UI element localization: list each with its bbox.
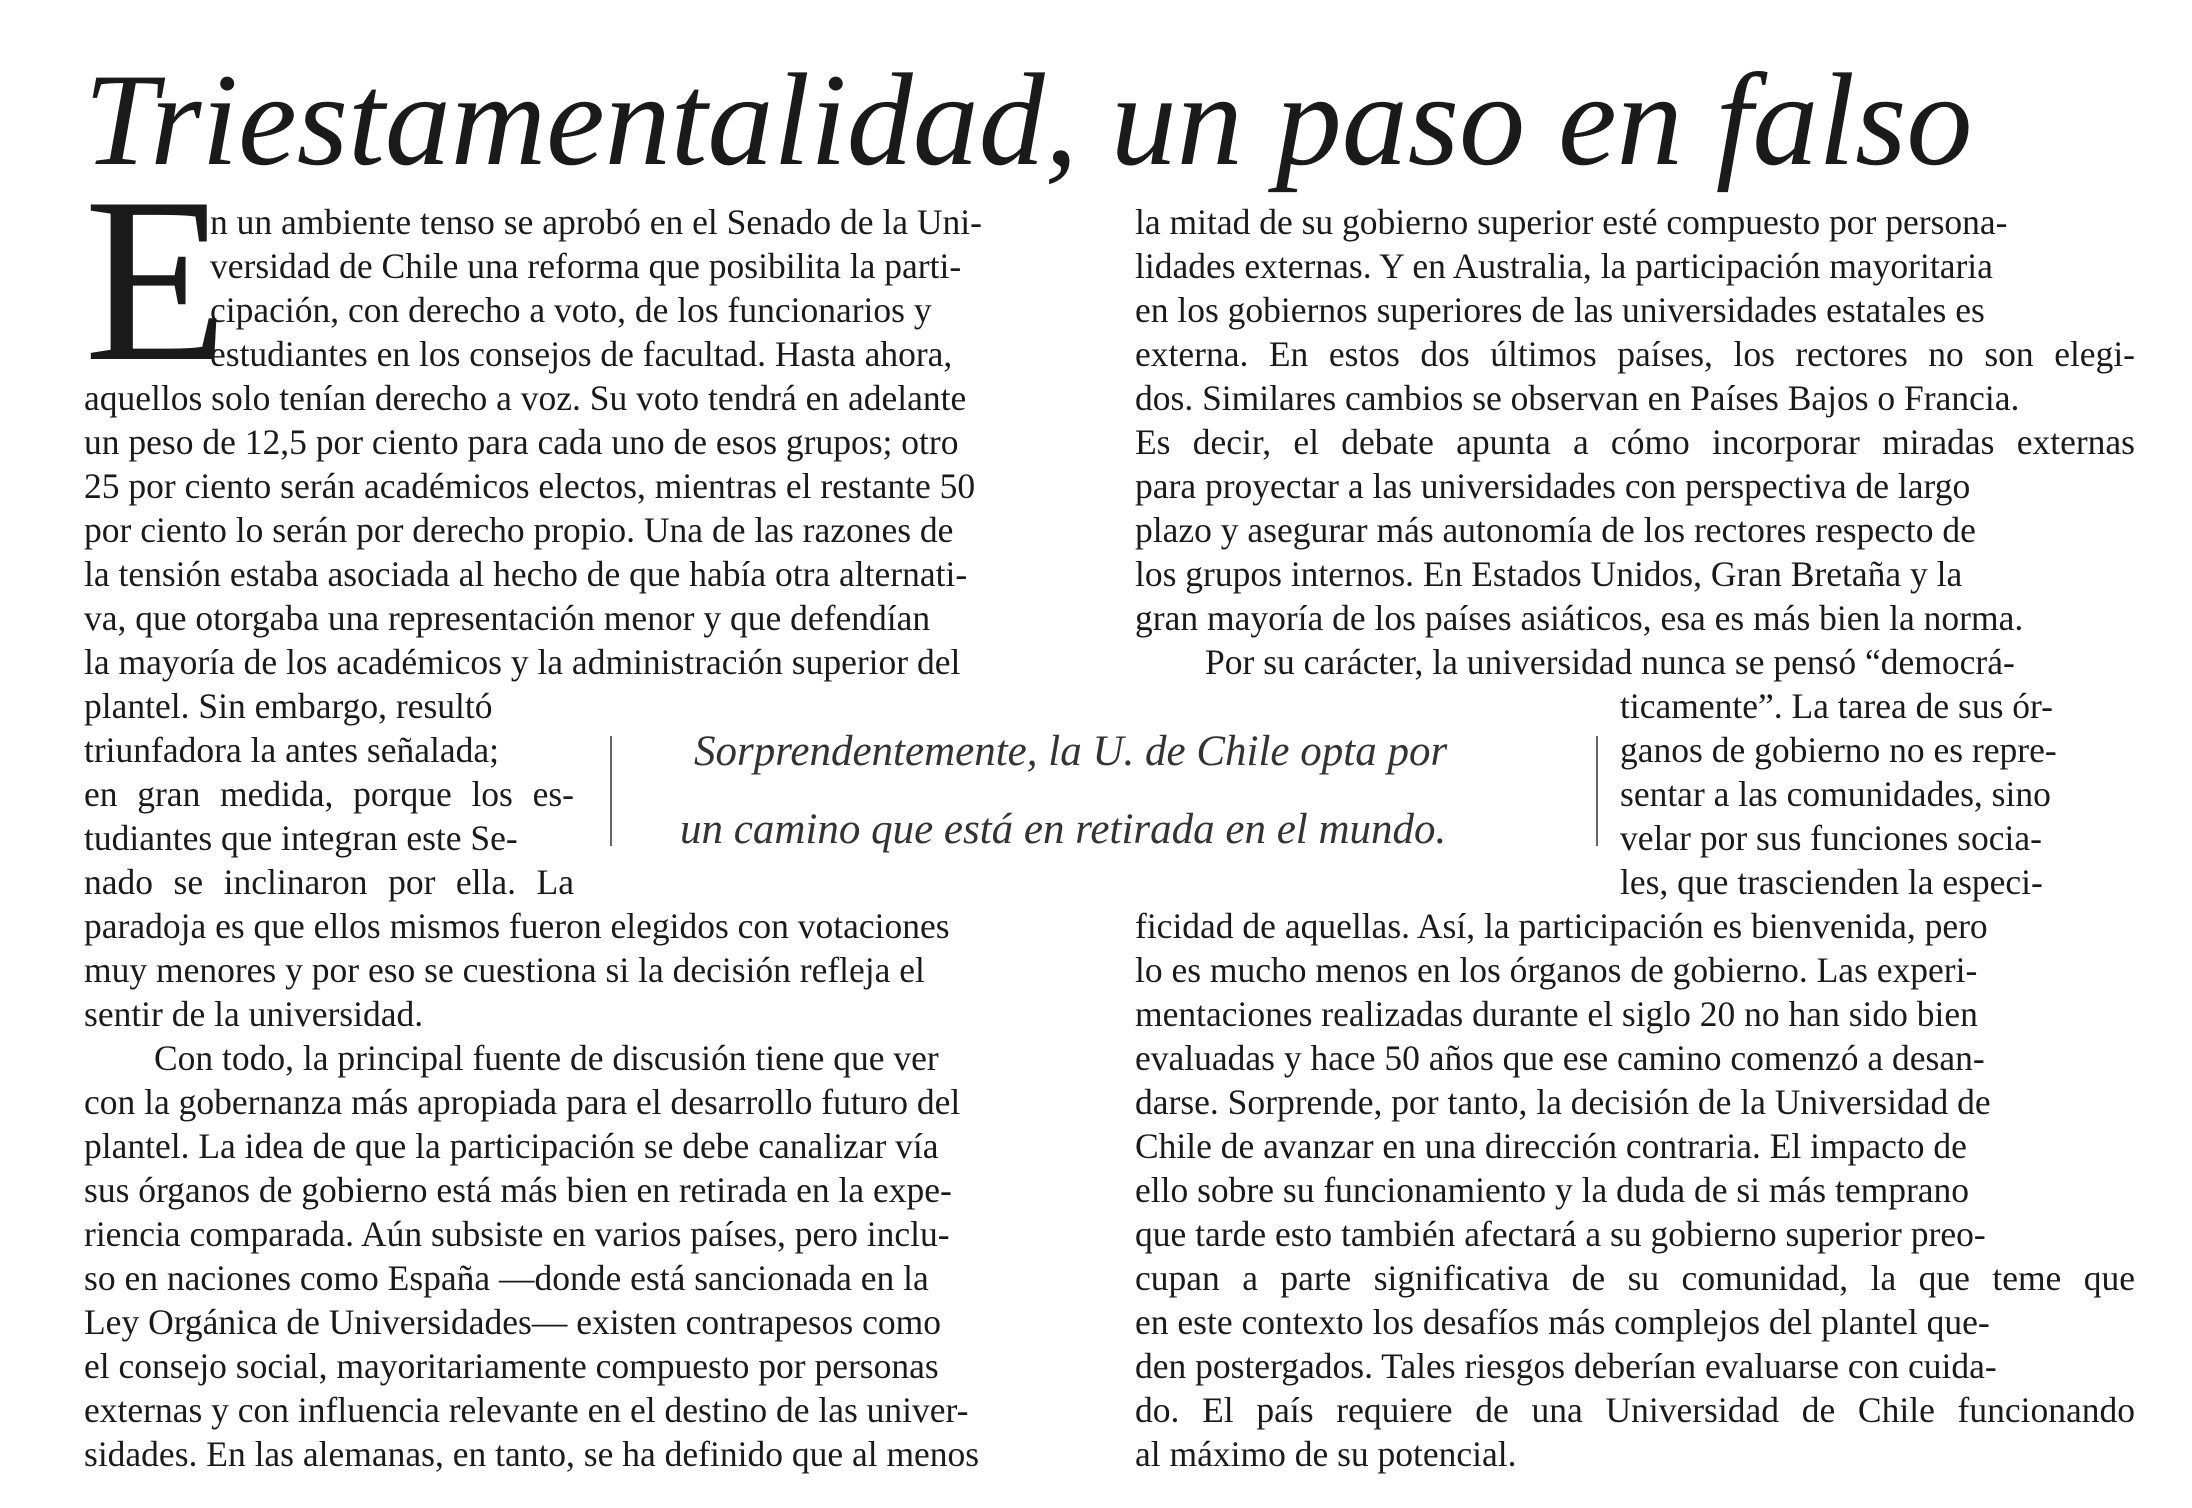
article-line: aquellos solo tenían derecho a voz. Su voto tendrá en adelante	[84, 378, 967, 418]
article-line: dos. Similares cambios se observan en Países Bajos o Francia.	[1135, 378, 2020, 418]
article-line: plantel. La idea de que la participación se debe canalizar vía	[84, 1126, 939, 1166]
article-line: darse. Sorprende, por tanto, la decisión de la Universidad de	[1135, 1082, 1991, 1122]
drop-cap: E	[84, 150, 229, 411]
article-line: ticamente”. La tarea de sus ór-	[1620, 686, 2053, 726]
article-line: para proyectar a las universidades con perspectiva de largo	[1135, 466, 1971, 506]
article-line: versidad de Chile una reforma que posibilita la parti-	[210, 246, 962, 286]
pull-quote-line: un camino que está en retirada en el mundo.	[680, 806, 1447, 853]
article-line: va, que otorgaba una representación menor y que defendían	[84, 598, 931, 638]
article-line: en este contexto los desafíos más complejos del plantel que-	[1135, 1302, 1990, 1342]
article-line: paradoja es que ellos mismos fueron elegidos con votaciones	[84, 906, 950, 946]
article-line: sus órganos de gobierno está más bien en retirada en la expe-	[84, 1170, 952, 1210]
article-title: Triestamentalidad, un paso en falso	[84, 46, 1973, 193]
article-line: ganos de gobierno no es repre-	[1620, 730, 2057, 770]
article-line: por ciento lo serán por derecho propio. Una de las razones de	[84, 510, 954, 550]
article-line: tudiantes que integran este Se-	[84, 818, 518, 858]
article-line: mentaciones realizadas durante el siglo 20 no han sido bien	[1135, 994, 1978, 1034]
article-line: ficidad de aquellas. Así, la participación es bienvenida, pero	[1135, 906, 1988, 946]
article-line: la mitad de su gobierno superior esté compuesto por persona-	[1135, 202, 2008, 242]
article-line: plantel. Sin embargo, resultó	[84, 686, 493, 726]
article-line: los grupos internos. En Estados Unidos, Gran Bretaña y la	[1135, 554, 1963, 594]
pull-quote-right-rule	[1596, 736, 1598, 846]
article-line: que tarde esto también afectará a su gobierno superior preo-	[1135, 1214, 1986, 1254]
article-line: plazo y asegurar más autonomía de los rectores respecto de	[1135, 510, 1976, 550]
article-line: lidades externas. Y en Australia, la participación mayoritaria	[1135, 246, 1993, 286]
article-line: sentar a las comunidades, sino	[1620, 774, 2051, 814]
article-line: externa. En estos dos últimos países, los rectores no son elegi-	[1135, 334, 2135, 374]
article-line: Chile de avanzar en una dirección contraria. El impacto de	[1135, 1126, 1967, 1166]
pull-quote-left-rule	[610, 736, 612, 846]
article-line: al máximo de su potencial.	[1135, 1434, 1517, 1474]
article-line: la tensión estaba asociada al hecho de que había otra alternati-	[84, 554, 968, 594]
article-line: les, que trascienden la especi-	[1620, 862, 2043, 902]
article-line: ello sobre su funcionamiento y la duda de si más temprano	[1135, 1170, 1970, 1210]
pull-quote-line: Sorprendentemente, la U. de Chile opta por	[694, 728, 1448, 775]
article-line: n un ambiente tenso se aprobó en el Senado de la Uni-	[210, 202, 982, 242]
article-line: Es decir, el debate apunta a cómo incorporar miradas externas	[1135, 422, 2135, 462]
article-line: sentir de la universidad.	[84, 994, 424, 1034]
article-line: riencia comparada. Aún subsiste en varios países, pero inclu-	[84, 1214, 950, 1254]
article-line: den postergados. Tales riesgos deberían evaluarse con cuida-	[1135, 1346, 1997, 1386]
article-line: gran mayoría de los países asiáticos, esa es más bien la norma.	[1135, 598, 2024, 638]
article-line: estudiantes en los consejos de facultad. Hasta ahora,	[210, 334, 953, 374]
article-line: en los gobiernos superiores de las universidades estatales es	[1135, 290, 1985, 330]
article-line: evaluadas y hace 50 años que ese camino comenzó a desan-	[1135, 1038, 1985, 1078]
article-line: Por su carácter, la universidad nunca se pensó “democrá-	[1205, 642, 2015, 682]
article-line: 25 por ciento serán académicos electos, mientras el restante 50	[84, 466, 976, 506]
article-line: Ley Orgánica de Universidades— existen contrapesos como	[84, 1302, 941, 1342]
article-line: muy menores y por eso se cuestiona si la decisión refleja el	[84, 950, 925, 990]
article-line: cipación, con derecho a voto, de los funcionarios y	[210, 290, 932, 330]
article-line: velar por sus funciones socia-	[1620, 818, 2042, 858]
article-line: externas y con influencia relevante en el destino de las univer-	[84, 1390, 969, 1430]
article-line: nado se inclinaron por ella. La	[84, 862, 574, 902]
article-line: con la gobernanza más apropiada para el desarrollo futuro del	[84, 1082, 961, 1122]
article-line: en gran medida, porque los es-	[84, 774, 574, 814]
article-line: el consejo social, mayoritariamente compuesto por personas	[84, 1346, 939, 1386]
article-line: un peso de 12,5 por ciento para cada uno de esos grupos; otro	[84, 422, 959, 462]
article-line: sidades. En las alemanas, en tanto, se ha definido que al menos	[84, 1434, 980, 1474]
article-line: do. El país requiere de una Universidad de Chile funcionando	[1135, 1390, 2135, 1430]
article-line: Con todo, la principal fuente de discusión tiene que ver	[154, 1038, 939, 1078]
article-line: lo es mucho menos en los órganos de gobierno. Las experi-	[1135, 950, 1978, 990]
article-line: so en naciones como España —donde está sancionada en la	[84, 1258, 929, 1298]
article-line: cupan a parte significativa de su comunidad, la que teme que	[1135, 1258, 2135, 1298]
article-line: triunfadora la antes señalada;	[84, 730, 499, 770]
article-line: la mayoría de los académicos y la administración superior del	[84, 642, 961, 682]
